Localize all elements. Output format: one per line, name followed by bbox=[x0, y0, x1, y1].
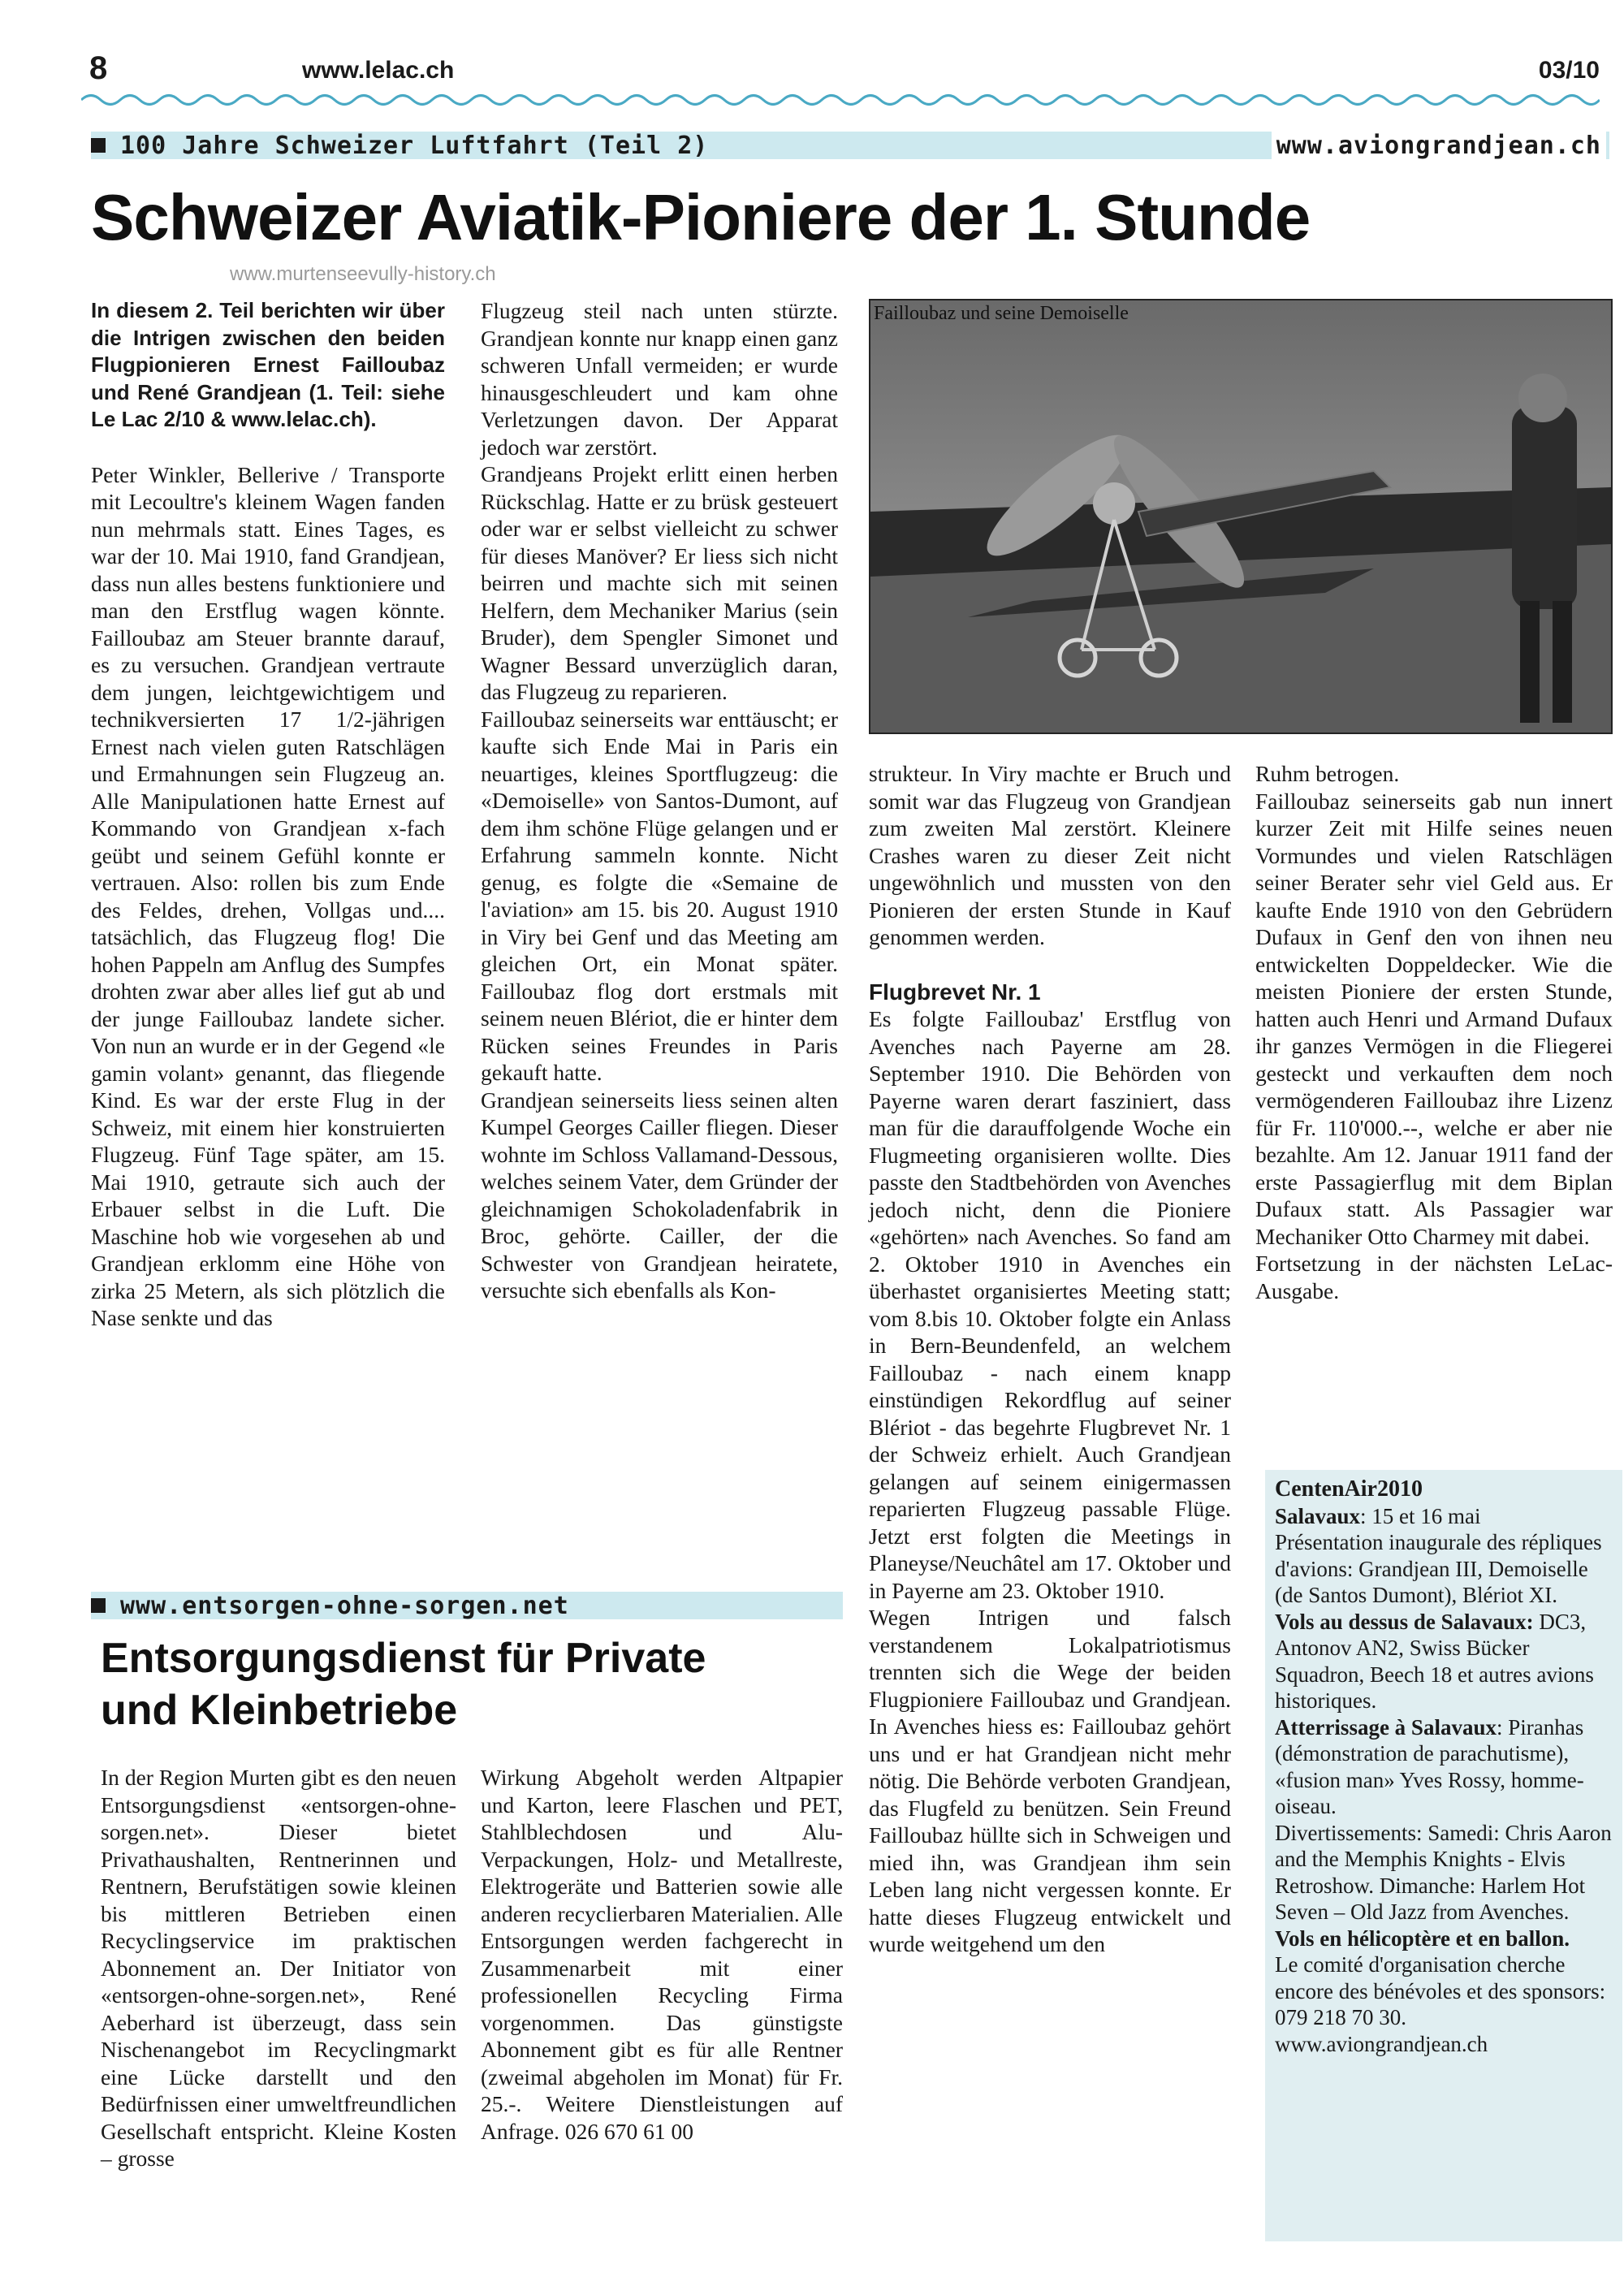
article-photo bbox=[869, 299, 1613, 734]
info-box-title: CentenAir2010 bbox=[1275, 1476, 1423, 1502]
header-wave-rule bbox=[81, 91, 1600, 109]
event-info-box bbox=[1265, 1470, 1622, 2241]
paragraph: Es folgte Failloubaz' Erstflug von Avenches nach Payerne am 28. September 1910. Die Behörden von Payerne waren derart fasziniert, dass man für die darauffolgende Woche ein Flugmeeting organisieren wollte. Dies passte den Stadtbehörden von Avenches jedoch nicht, denn die Pioniere «gehörten» nach Avenches. So fand am 2. Oktober 1910 in Avenches ein überhastet organisiertes Meeting statt; vom 8.bis 10. Oktober folgte ein Anlass in Bern-Beundenfeld, an welchem Failloubaz - nach einem knapp einstündigen Rekordflug auf seiner Blériot - das begehrte Flugbrevet Nr. 1 der Schweiz erhielt. Auch Grandjean gelangen auf seinem einigermassen reparierten Flugzeug passable Flüge. Jetzt erst folgten die Meetings in Planeyse/Neuchâtel am 17. Oktober und in Payerne am 23. Oktober 1910. bbox=[869, 1006, 1231, 1603]
info-link[interactable]: www.aviongrandjean.ch bbox=[1275, 2031, 1488, 2056]
paragraph: Wirkung Abgeholt werden Altpapier und Karton, leere Flaschen und PET, Stahlblechdosen und Alu-Verpackungen, Holz- und Metallreste, Elektrogeräte und Batterien sowie alle anderen recyclierbaren Materialien. Alle Entsorgungen werden fachgerecht in Zusammenarbeit mit einer professionellen Recycling Firma vorgenommen. Das günstigste Abonnement gibt es für alle Rentner (zweimal abgeholen im Monat) für Fr. 25.-. Weitere Dienstleistungen auf Anfrage. 026 670 61 00 bbox=[481, 1765, 843, 2144]
article-column-2 bbox=[481, 1764, 843, 2145]
article-headline bbox=[101, 1632, 706, 1736]
bullet-square-icon bbox=[91, 138, 106, 153]
info-line: Le comité d'organisation cherche encore des bénévoles et des sponsors: 079 218 70 30. bbox=[1275, 1952, 1606, 2029]
paragraph: Failloubaz seinerseits war enttäuscht; er kaufte sich Ende Mai in Paris ein neuartiges, kleines Sportflugzeug: die «Demoiselle» von Santos-Dumont, auf dem ihm schöne Flüge gelangen und er Erfahrung sammeln konnte. Nicht genug, es folgte die «Semaine de l'aviation» am 15. bis 20. August 1910 in Viry bei Genf und das Meeting am gleichen Ort, ein Monat später. Failloubaz flog dort erstmals mit seinem neuen Blériot, die er hinter dem Rücken seines Freundes in Paris gekauft hatte. bbox=[481, 706, 838, 1085]
paragraph: strukteur. In Viry machte er Bruch und somit war das Flugzeug von Grandjean zum zweiten Mal zerstört. Kleinere Crashes waren zu dieser Zeit nicht ungewöhnlich und mussten von den Pionieren der ersten Stunde in Kauf genommen werden. bbox=[869, 761, 1231, 949]
paragraph: Peter Winkler, Bellerive / Transporte mit Lecoultre's kleinem Wagen fanden nun mehrmals statt. Eines Tages, es war der 10. Mai 1910, fand Grandjean, dass nun alles bestens funktioniere und man den Erstflug wagen könnte. Failloubaz am Steuer brannte darauf, es zu versuchen. Grandjean vertraute dem jungen, leichtgewichtigem und technikversierten 17 1/2-jährigen Ernest nach vielen guten Ratschlägen und Ermahnungen sein Flugzeug an. Alle Manipulationen hatte Ernest auf Kommando von Grandjean x-fach geübt und seinem Gefühl konnte er vertrauen. Also: rollen bis zum Ende des Feldes, drehen, Vollgas und.... tatsächlich, das Flugzeug flog! Die hohen Pappeln am Anflug des Sumpfes drohten zwar aber alles lief gut ab und der junge Failloubaz landete sicher. Von nun an wurde er in der Gegend «le gamin volant» genannt, das fliegende Kind. Es war der erste Flug in der Schweiz, mit einem hier konstruierten Flugzeug. Fünf Tage später, am 15. Mai 1910, getraute sich auch der Erbauer selbst in die Luft. Die Maschine hob wie vorgesehen ab und Grandjean erklomm eine Höhe von zirka 25 Metern, als sich plötzlich die Nase senkte und das bbox=[91, 461, 445, 1330]
info-line: Atterrissage à Salavaux: Piranhas (démonstration de parachutisme), «fusion man» Yves Rossy, homme-oiseau. bbox=[1275, 1714, 1584, 1818]
photo-caption: Failloubaz und seine Demoiselle bbox=[874, 303, 1129, 324]
paragraph: Ruhm betrogen. bbox=[1255, 761, 1400, 786]
headline-line: und Kleinbetriebe bbox=[101, 1687, 458, 1734]
photo-illustration bbox=[870, 300, 1611, 733]
article-column-3 bbox=[869, 760, 1231, 1958]
article-column-1 bbox=[91, 297, 445, 1332]
article-column-2 bbox=[481, 297, 838, 1304]
section-label-text: 100 Jahre Schweizer Luftfahrt (Teil 2) bbox=[120, 132, 709, 160]
paragraph: Grandjeans Projekt erlitt einen herben Rückschlag. Hatte er zu brüsk gesteuert oder war er selbst vielleicht zu schwer für dieses Manöver? Er liess sich nicht beirren und machte sich mit seinen Helfern, dem Mechaniker Marius (sein Bruder), dem Spengler Simonet und Wagner Bessard unverzüglich daran, das Flugzeug zu reparieren. bbox=[481, 461, 838, 704]
paragraph: Wegen Intrigen und falsch verstandenem Lokalpatriotismus trennten sich die Wege der beiden Flugpioniere Failloubaz und Grandjean. In Avenches hiess es: Failloubaz gehört uns und er hat Grandjean nicht mehr nötig. Die Behörde verboten Grandjean, das Flugfeld zu benützen. Sein Freund Failloubaz hüllte sich in Schweigen und mied ihn, was Grandjean ihm sein Leben lang nicht vergessen konnte. Er hatte dieses Flugzeug entwickelt und wurde weitgehend um den bbox=[869, 1605, 1231, 1956]
headline-line: Entsorgungsdienst für Private bbox=[101, 1635, 706, 1682]
section-label bbox=[91, 132, 708, 160]
article-column-1 bbox=[101, 1764, 456, 2172]
info-line: Vols au dessus de Salavaux: DC3, Antonov AN2, Swiss Bücker Squadron, Beech 18 et autres avions historiques. bbox=[1275, 1609, 1594, 1713]
paragraph: Fortsetzung in der nächsten LeLac-Ausgabe. bbox=[1255, 1251, 1613, 1303]
watermark: www.murtenseevully-history.ch bbox=[230, 263, 496, 285]
section-label bbox=[91, 1592, 569, 1620]
article-lead: In diesem 2. Teil berichten wir über die Intrigen zwischen den beiden Flugpionieren Ernest Failloubaz und René Grandjean (1. Teil: siehe Le Lac 2/10 & www.lelac.ch). bbox=[91, 298, 445, 431]
paragraph: Failloubaz seinerseits gab nun innert kurzer Zeit mit Hilfe seines neuen Vormundes und vielen Ratschlägen seiner Berater sehr viel Geld aus. Er kaufte Ende 1910 von den Gebrüdern Dufaux in Genf den von ihnen neu entwickelten Doppeldecker. Wie die meisten Pioniere der ersten Stunde, hatten auch Henri und Armand Dufaux ihr ganzes Vermögen in die Fliegerei gesteckt und verkauften dem noch vermögenderen Failloubaz ihre Lizenz für Fr. 110'000.--, welche er aber nie bezahlte. Am 12. Januar 1911 fand der erste Passagierflug mit dem Biplan Dufaux statt. Als Passagier war Mechaniker Otto Charmey mit dabei. bbox=[1255, 788, 1613, 1249]
paragraph: Flugzeug steil nach unten stürzte. Grandjean konnte nur knapp einen ganz schweren Unfall vermeiden; er wurde hinausgeschleudert und kam ohne Verletzungen davon. Der Apparat jedoch war zerstört. bbox=[481, 298, 838, 460]
info-line: Salavaux: 15 et 16 mai bbox=[1275, 1503, 1481, 1528]
header-website: www.lelac.ch bbox=[302, 57, 455, 84]
page-number: 8 bbox=[89, 50, 108, 86]
section-link[interactable]: www.aviongrandjean.ch bbox=[1272, 132, 1606, 160]
info-line: Présentation inaugurale des répliques d'avions: Grandjean III, Demoiselle (de Santos Dumont), Blériot XI. bbox=[1275, 1530, 1602, 1607]
issue-date: 03/10 bbox=[1538, 57, 1600, 84]
subheading: Flugbrevet Nr. 1 bbox=[869, 979, 1041, 1005]
paragraph: In der Region Murten gibt es den neuen Entsorgungsdienst «entsorgen-ohne-sorgen.net». Dieser bietet Privathaushalten, Rentnerinnen und Rentnern, Berufstätigen sowie kleinen bis mittleren Betrieben einen Recyclingservice im praktischen Abonnement an. Der Initiator von «entsorgen-ohne-sorgen.net», René Aeberhard ist überzeugt, dass sein Nischenangebot im Recyclingmarkt eine Lücke darstellt und den Bedürfnissen einer umweltfreundlichen Gesellschaft entspricht. Kleine Kosten – grosse bbox=[101, 1765, 456, 2171]
info-line: Divertissements: Samedi: Chris Aaron and the Memphis Knights - Elvis Retroshow. Dimanche: Harlem Hot Seven – Old Jazz from Avenches. Vols en hélicoptère et en ballon. bbox=[1275, 1820, 1612, 1951]
article-column-4 bbox=[1255, 760, 1613, 1304]
article-headline: Schweizer Aviatik-Pioniere der 1. Stunde bbox=[91, 181, 1311, 253]
paragraph: Grandjean seinerseits liess seinen alten Kumpel Georges Cailler fliegen. Dieser wohnte im Schloss Vallamand-Dessous, welches seinem Vater, dem Gründer der gleichnamigen Schokoladenfabrik in Broc, gehörte. Cailler, der die Schwester von Grandjean heiratete, versuchte sich ebenfalls als Kon- bbox=[481, 1087, 838, 1303]
bullet-square-icon bbox=[91, 1598, 106, 1613]
section-label-text[interactable]: www.entsorgen-ohne-sorgen.net bbox=[120, 1592, 569, 1620]
